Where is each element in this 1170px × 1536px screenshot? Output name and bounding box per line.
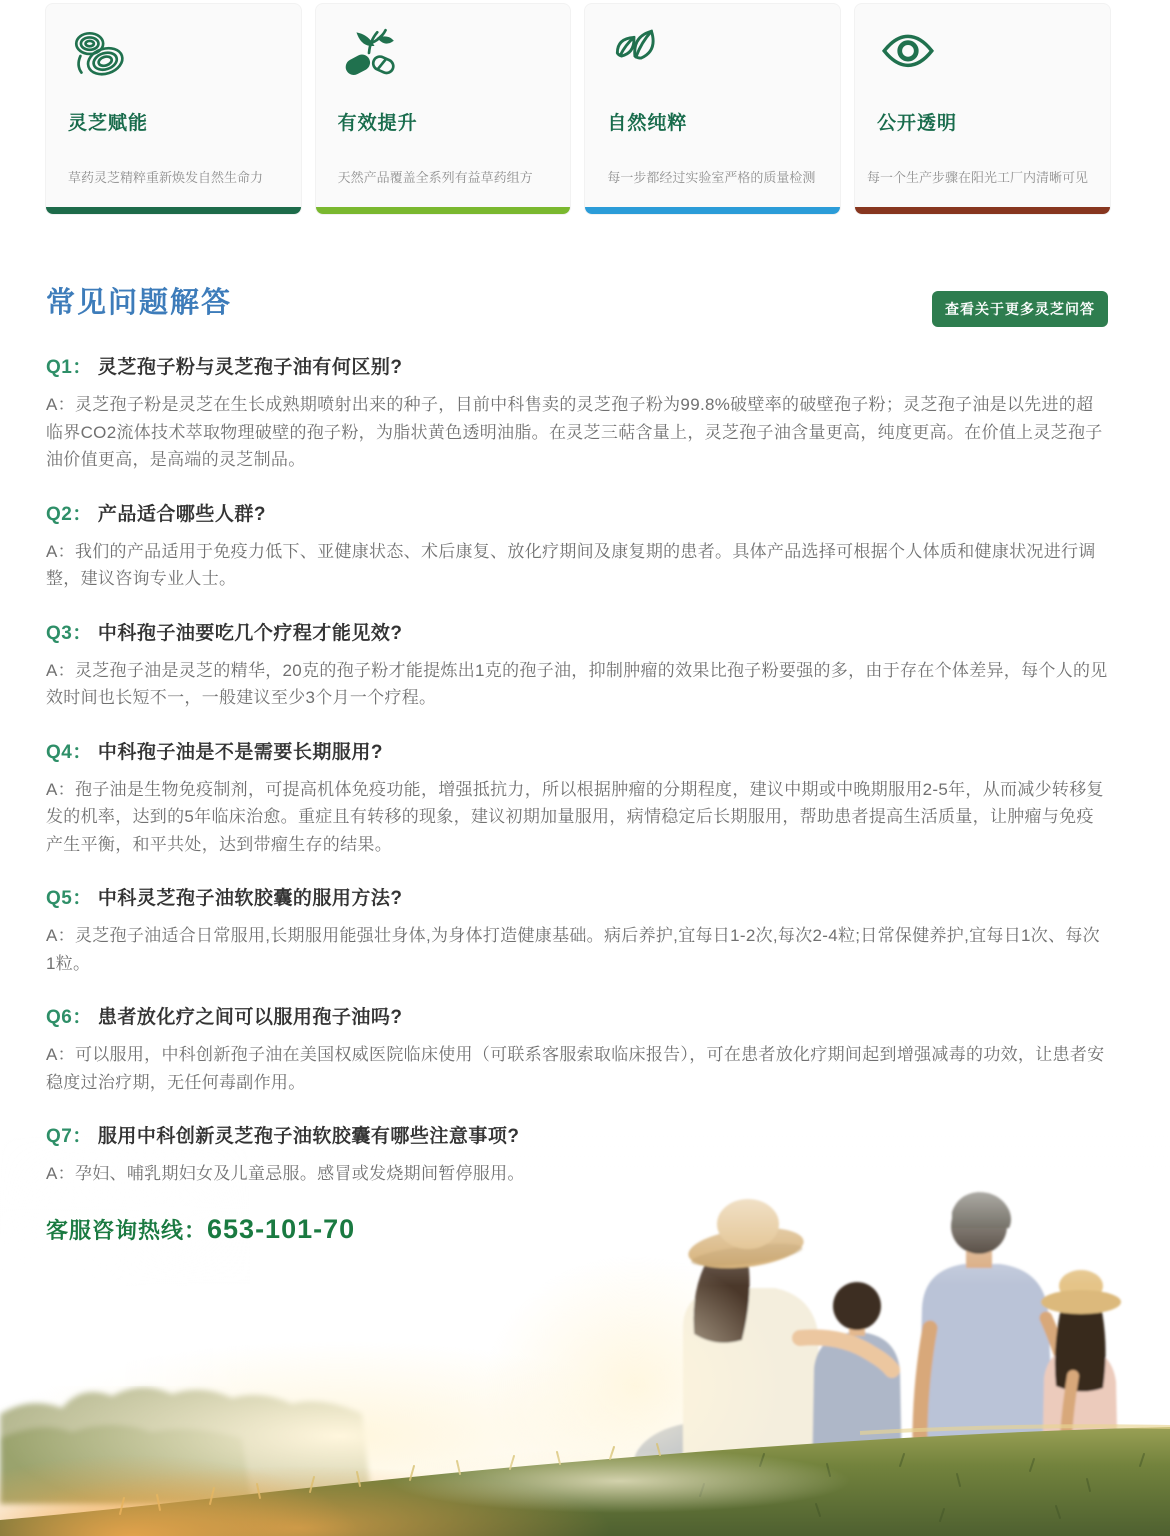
question-row xyxy=(46,1121,1108,1148)
feature-title: 自然纯粹 xyxy=(607,113,688,134)
lingzhi-mushroom-icon xyxy=(68,24,130,86)
question-number: Q7： xyxy=(46,1126,92,1148)
question-row xyxy=(46,352,1108,379)
question-text: 灵芝孢子粉与灵芝孢子油有何区别? xyxy=(97,357,403,378)
answer-text: A：灵芝孢子油适合日常服用,长期服用能强壮身体,为身体打造健康基础。病后养护,宜每日1-2次,每次2-4粒;日常保健养护,宜每日1次、每次1粒。 xyxy=(46,926,1100,973)
feature-card-boost xyxy=(315,3,572,215)
feature-cards xyxy=(45,3,1111,215)
feature-card-transparent xyxy=(854,3,1111,215)
question-number: Q4： xyxy=(46,741,92,763)
feature-description: 天然产品覆盖全系列有益草药组方 xyxy=(337,170,533,185)
answer-text: A：灵芝孢子粉是灵芝在生长成熟期喷射出来的种子，目前中科售卖的灵芝孢子粉为99.8%破壁率的破壁孢子粉；灵芝孢子油是以先进的超临界CO2流体技术萃取物理破壁的孢子粉，为脂状黄色透明油脂。在灵芝三萜含量上，灵芝孢子油含量更高，纯度更高。在价值上灵芝孢子油价值更高，是高端的灵芝制品。 xyxy=(46,395,1103,470)
question-row xyxy=(46,883,1108,910)
faq-title: 常见问题解答 xyxy=(46,287,233,319)
question-row xyxy=(46,618,1108,645)
answer-text: A：可以服用，中科创新孢子油在美国权威医院临床使用（可联系客服索取临床报告），可在患者放化疗期间起到增强减毒的功效，让患者安稳度过治疗期，无任何毒副作用。 xyxy=(46,1045,1105,1092)
answer-text: A：孕妇、哺乳期妇女及儿童忌服。感冒或发烧期间暂停服用。 xyxy=(46,1164,525,1184)
feature-description: 每一个生产步骤在阳光工厂内清晰可见 xyxy=(866,170,1088,185)
leaves-icon xyxy=(607,24,669,86)
feature-title: 公开透明 xyxy=(876,113,957,134)
question-text: 服用中科创新灵芝孢子油软胶囊有哪些注意事项? xyxy=(97,1126,520,1148)
question-row xyxy=(46,1002,1108,1029)
hotline-number: 653-101-70 xyxy=(207,1213,356,1244)
question-number: Q1： xyxy=(46,357,92,378)
question-text: 患者放化疗之间可以服用孢子油吗? xyxy=(97,1007,403,1029)
answer-text: A：灵芝孢子油是灵芝的精华，20克的孢子粉才能提炼出1克的孢子油，抑制肿瘤的效果比孢子粉要强的多，由于存在个体差异，每个人的见效时间也长短不一，一般建议至少3个月一个疗程。 xyxy=(46,660,1108,708)
eye-icon xyxy=(877,24,939,86)
qa-list xyxy=(46,352,1108,1188)
answer-text: A：我们的产品适用于免疫力低下、亚健康状态、术后康复、放化疗期间及康复期的患者。具体产品选择可根据个人体质和健康状况进行调整，建议咨询专业人士。 xyxy=(46,541,1096,589)
feature-card-lingzhi xyxy=(45,3,302,215)
accent-bar xyxy=(316,207,571,214)
accent-bar xyxy=(46,207,301,214)
feature-title: 灵芝赋能 xyxy=(68,113,149,134)
more-faq-button[interactable]: 查看关于更多灵芝问答 xyxy=(932,291,1108,327)
faq-section xyxy=(46,288,1108,1245)
question-number: Q3： xyxy=(46,622,92,644)
question-text: 中科孢子油是不是需要长期服用? xyxy=(97,741,383,763)
feature-title: 有效提升 xyxy=(337,113,418,134)
accent-bar xyxy=(585,207,840,214)
question-row xyxy=(46,737,1108,764)
question-number: Q6： xyxy=(46,1007,92,1029)
hotline-label: 客服咨询热线： xyxy=(46,1217,208,1243)
feature-description: 每一步都经过实验室严格的质量检测 xyxy=(607,170,816,185)
question-number: Q5： xyxy=(46,888,92,910)
question-text: 产品适合哪些人群? xyxy=(97,503,266,525)
answer-text: A：孢子油是生物免疫制剂，可提高机体免疫功能，增强抵抗力，所以根据肿瘤的分期程度，建议中期或中晚期服用2-5年，从而减少转移复发的机率，达到的5年临床治愈。重症且有转移的现象，建议初期加量服用，病情稳定后长期服用，帮助患者提高生活质量，让肿瘤与免疫产生平衡，和平共处，达到带瘤生存的结果。 xyxy=(46,779,1104,854)
question-text: 中科灵芝孢子油软胶囊的服用方法? xyxy=(97,888,403,910)
feature-description: 草药灵芝精粹重新焕发自然生命力 xyxy=(68,170,264,185)
question-text: 中科孢子油要吃几个疗程才能见效? xyxy=(97,622,403,644)
accent-bar xyxy=(855,207,1110,214)
herb-capsule-icon xyxy=(338,24,400,86)
service-hotline xyxy=(46,1214,1108,1245)
question-row xyxy=(46,499,1108,526)
feature-card-natural xyxy=(584,3,841,215)
question-number: Q2： xyxy=(46,503,92,525)
